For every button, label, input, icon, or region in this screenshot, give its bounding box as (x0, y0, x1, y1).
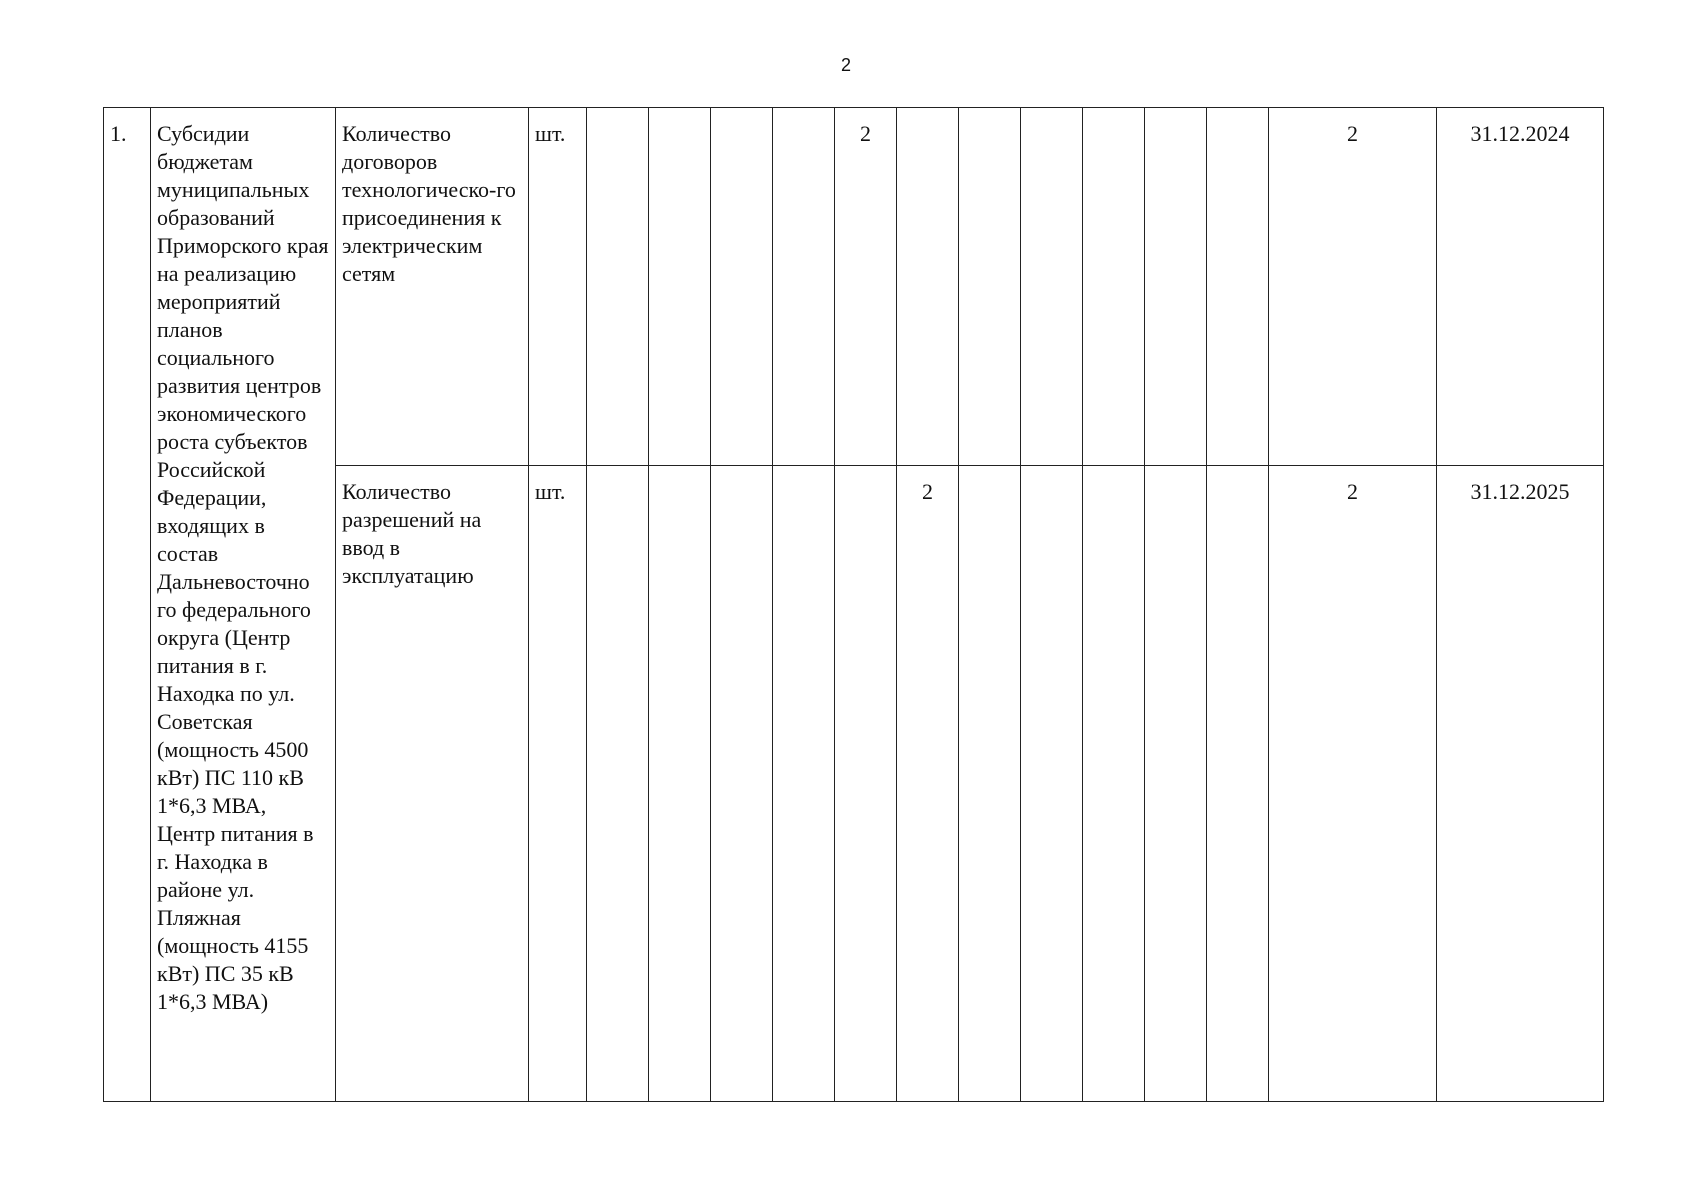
date-cell: 31.12.2025 (1437, 466, 1604, 1102)
value-cell (1083, 466, 1145, 1102)
value-cell (587, 108, 649, 466)
value-cell (711, 108, 773, 466)
total-cell: 2 (1269, 108, 1437, 466)
indicator-name-cell: Количество разрешений на ввод в эксплуатацию (336, 466, 529, 1102)
indicator-name-cell: Количество договоров технологическо-го присоединения к электрическим сетям (336, 108, 529, 466)
value-cell (959, 108, 1021, 466)
value-cell (1145, 108, 1207, 466)
value-cell (1207, 466, 1269, 1102)
value-cell (649, 466, 711, 1102)
value-cell (711, 466, 773, 1102)
value-cell (773, 466, 835, 1102)
value-cell (835, 466, 897, 1102)
value-cell (1021, 466, 1083, 1102)
value-cell (587, 466, 649, 1102)
value-cell (1145, 466, 1207, 1102)
value-cell (1083, 108, 1145, 466)
value-cell: 2 (897, 466, 959, 1102)
page-number: 2 (840, 55, 851, 75)
value-cell (1207, 108, 1269, 466)
table-row (104, 108, 1604, 466)
subsidy-description-cell: Субсидии бюджетам муниципальных образований Приморского края на реализацию мероприятий планов социального развития центров экономического роста субъектов Российской Федерации, входящих в состав Дальневосточно го федерального округа (Центр питания в г. Находка по ул. Советская (мощность 4500 кВт) ПС 110 кВ 1*6,3 МВА, Центр питания в г. Находка в районе ул. Пляжная (мощность 4155 кВт) ПС 35 кВ 1*6,3 МВА) (151, 108, 336, 1102)
value-cell: 2 (835, 108, 897, 466)
unit-cell: шт. (529, 466, 587, 1102)
row-number-cell: 1. (104, 108, 151, 1102)
value-cell (897, 108, 959, 466)
value-cell (1021, 108, 1083, 466)
date-cell: 31.12.2024 (1437, 108, 1604, 466)
unit-cell: шт. (529, 108, 587, 466)
value-cell (959, 466, 1021, 1102)
indicators-table (103, 107, 1604, 1102)
value-cell (773, 108, 835, 466)
value-cell (649, 108, 711, 466)
total-cell: 2 (1269, 466, 1437, 1102)
